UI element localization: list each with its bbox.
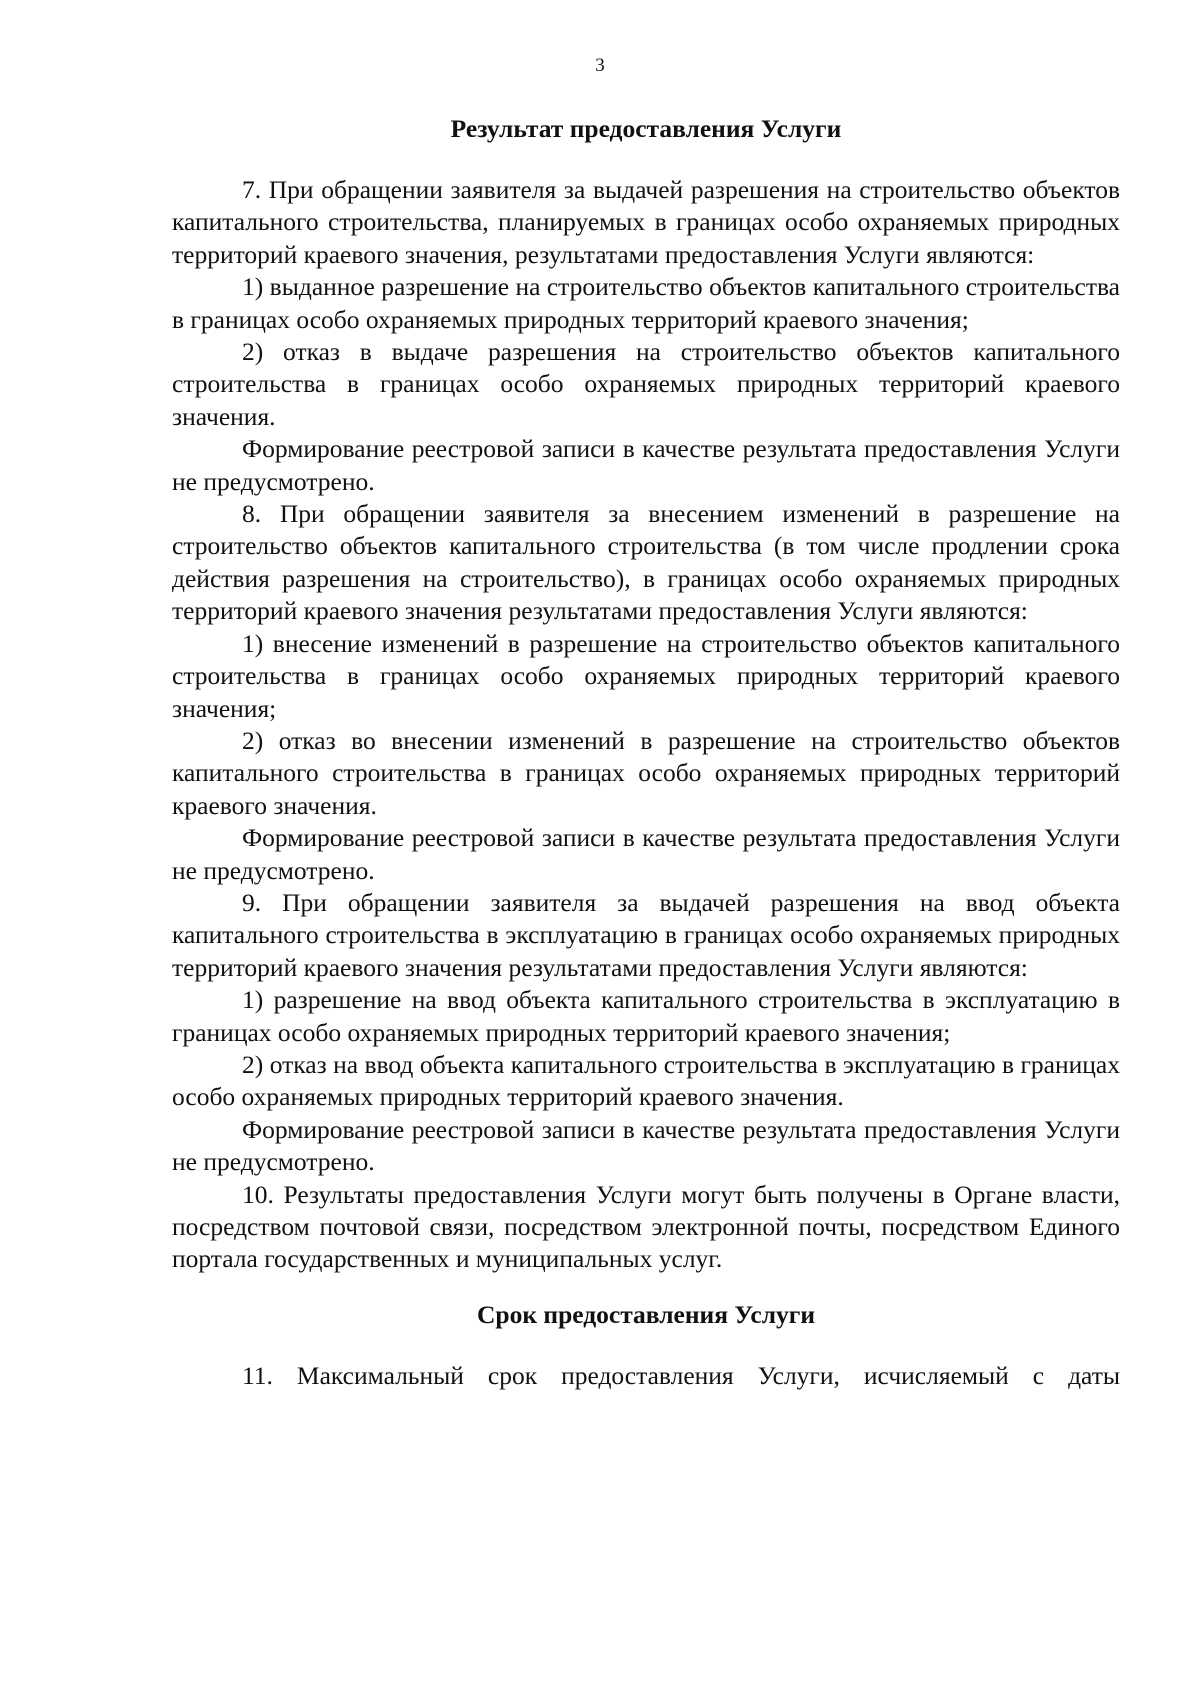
section-title-result: Результат предоставления Услуги xyxy=(450,114,842,143)
paragraph-8-item-1: 1) внесение изменений в разрешение на строительство объектов капитального строительства в границах особо охраняемых природных территорий краевого значения; xyxy=(172,628,1120,723)
paragraph-8: 8. При обращении заявителя за внесением изменений в разрешение на строительство объектов капитального строительства (в том числе продлении срока действия разрешения на строительство), в границах особо охраняемых природных территорий краевого значения результатами предоставления Услуги являются: xyxy=(172,499,1120,626)
paragraph-7: 7. При обращении заявителя за выдачей разрешения на строительство объектов капитального строительства, планируемых в границах особо охраняемых природных территорий краевого значения, результатами предоставления Услуги являются: xyxy=(172,175,1120,269)
paragraph-11: 11. Максимальный срок предоставления Услуги, исчисляемый с даты xyxy=(242,1360,1120,1390)
paragraph-8-registry-note: Формирование реестровой записи в качестве результата предоставления Услуги не предусмотрено. xyxy=(172,823,1120,885)
paragraph-10: 10. Результаты предоставления Услуги могут быть получены в Органе власти, посредством почтовой связи, посредством электронной почты, посредством Единого портала государственных и муниципальных услуг. xyxy=(172,1179,1120,1274)
paragraph-9-registry-note: Формирование реестровой записи в качестве результата предоставления Услуги не предусмотрено. xyxy=(172,1114,1120,1177)
paragraph-7-item-2: 2) отказ в выдаче разрешения на строительство объектов капитального строительства в границах особо охраняемых природных территорий краевого значения. xyxy=(172,337,1120,431)
paragraph-7-item-1: 1) выданное разрешение на строительство объектов капитального строительства в границах особо охраняемых природных территорий краевого значения; xyxy=(172,272,1120,334)
page-content xyxy=(172,113,1120,1392)
paragraph-9: 9. При обращении заявителя за выдачей разрешения на ввод объекта капитального строительства в эксплуатацию в границах особо охраняемых природных территорий краевого значения результатами предоставления Услуги являются: xyxy=(172,887,1120,982)
paragraph-8-item-2: 2) отказ во внесении изменений в разрешение на строительство объектов капитального строительства в границах особо охраняемых природных территорий краевого значения. xyxy=(172,725,1120,820)
paragraph-9-item-2: 2) отказ на ввод объекта капитального строительства в эксплуатацию в границах особо охраняемых природных территорий краевого значения. xyxy=(172,1049,1120,1112)
page-number: 3 xyxy=(595,55,605,76)
section-title-term: Срок предоставления Услуги xyxy=(476,1299,816,1329)
paragraph-9-item-1: 1) разрешение на ввод объекта капитального строительства в эксплуатацию в границах особо охраняемых природных территорий краевого значения; xyxy=(172,985,1120,1047)
paragraph-7-registry-note: Формирование реестровой записи в качестве результата предоставления Услуги не предусмотрено. xyxy=(172,434,1120,496)
